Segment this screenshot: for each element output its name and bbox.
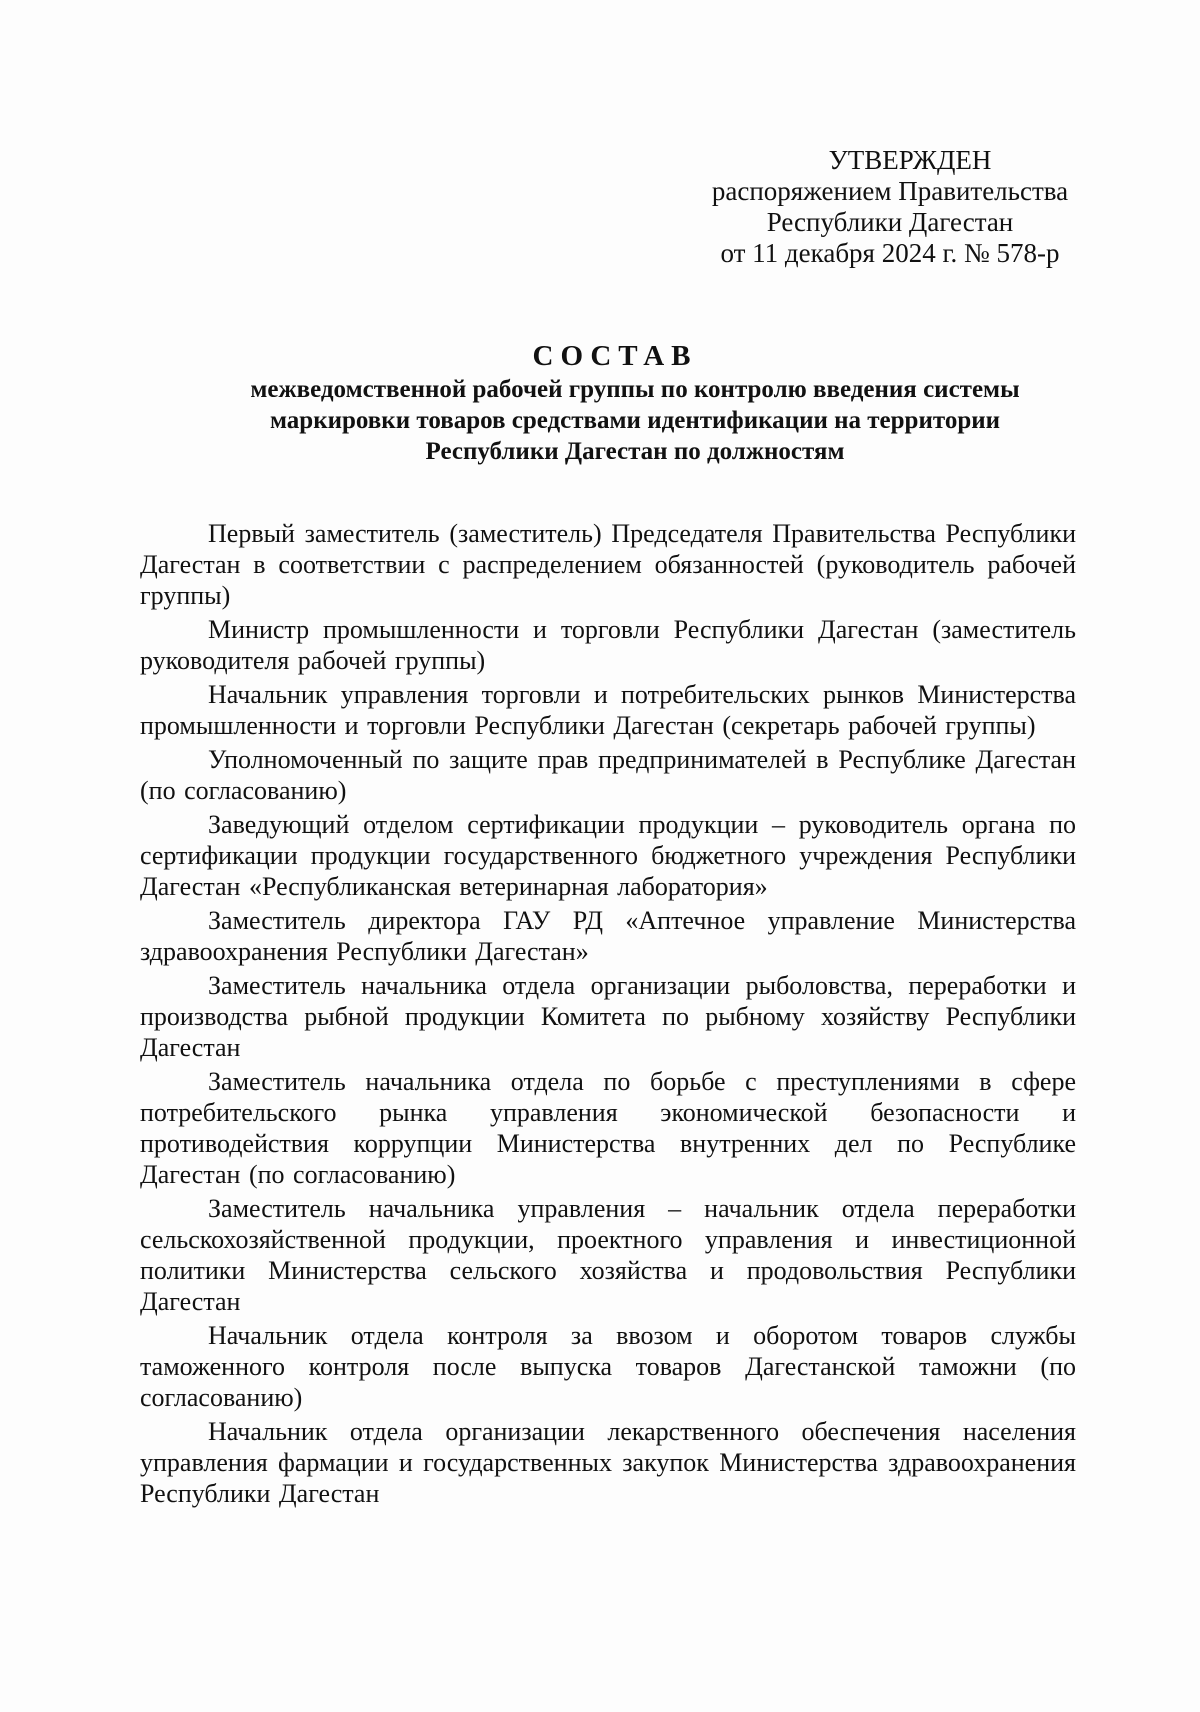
title-line-2: маркировки товаров средствами идентификации на территории <box>269 407 1001 434</box>
approval-region: Республики Дагестан <box>766 207 1014 237</box>
member-item: Начальник отдела контроля за ввозом и оборотом товаров службы таможенного контроля после выпуска товаров Дагестанской таможни (по согласованию) <box>140 1321 1076 1412</box>
title-line-3: Республики Дагестан по должностям <box>425 438 845 465</box>
member-item: Заместитель директора ГАУ РД «Аптечное управление Министерства здравоохранения Республики Дагестан» <box>140 906 1076 966</box>
title-main: СОСТАВ <box>532 340 698 372</box>
member-item: Уполномоченный по защите прав предпринимателей в Республике Дагестан (по согласованию) <box>140 745 1076 805</box>
member-item: Начальник управления торговли и потребительских рынков Министерства промышленности и торговли Республики Дагестан (секретарь рабочей группы) <box>140 680 1076 740</box>
approval-heading: УТВЕРЖДЕН <box>828 145 992 175</box>
title-line-1: межведомственной рабочей группы по контролю введения системы <box>250 376 1020 403</box>
document-title <box>160 338 1110 467</box>
member-item: Заведующий отделом сертификации продукции – руководитель органа по сертификации продукции государственного бюджетного учреждения Республики Дагестан «Республиканская ветеринарная лаборатория» <box>140 810 1076 901</box>
member-item: Начальник отдела организации лекарственного обеспечения населения управления фармации и государственных закупок Министерства здравоохранения Республики Дагестан <box>140 1417 1076 1508</box>
member-item: Первый заместитель (заместитель) Председателя Правительства Республики Дагестан в соответствии с распределением обязанностей (руководитель рабочей группы) <box>140 519 1076 610</box>
approval-date-number: от 11 декабря 2024 г. № 578-р <box>720 238 1060 268</box>
member-item: Заместитель начальника управления – начальник отдела переработки сельскохозяйственной продукции, проектного управления и инвестиционной политики Министерства сельского хозяйства и продовольствия Республики Дагестан <box>140 1194 1076 1316</box>
approval-authority: распоряжением Правительства <box>711 176 1069 206</box>
members-list <box>140 518 1076 1512</box>
member-item: Заместитель начальника отдела организации рыболовства, переработки и производства рыбной продукции Комитета по рыбному хозяйству Республики Дагестан <box>140 971 1076 1062</box>
member-item: Министр промышленности и торговли Республики Дагестан (заместитель руководителя рабочей группы) <box>140 615 1076 675</box>
member-item: Заместитель начальника отдела по борьбе с преступлениями в сфере потребительского рынка управления экономической безопасности и противодействия коррупции Министерства внутренних дел по Республике Дагестан (по согласованию) <box>140 1067 1076 1189</box>
approval-stamp <box>690 145 1090 269</box>
